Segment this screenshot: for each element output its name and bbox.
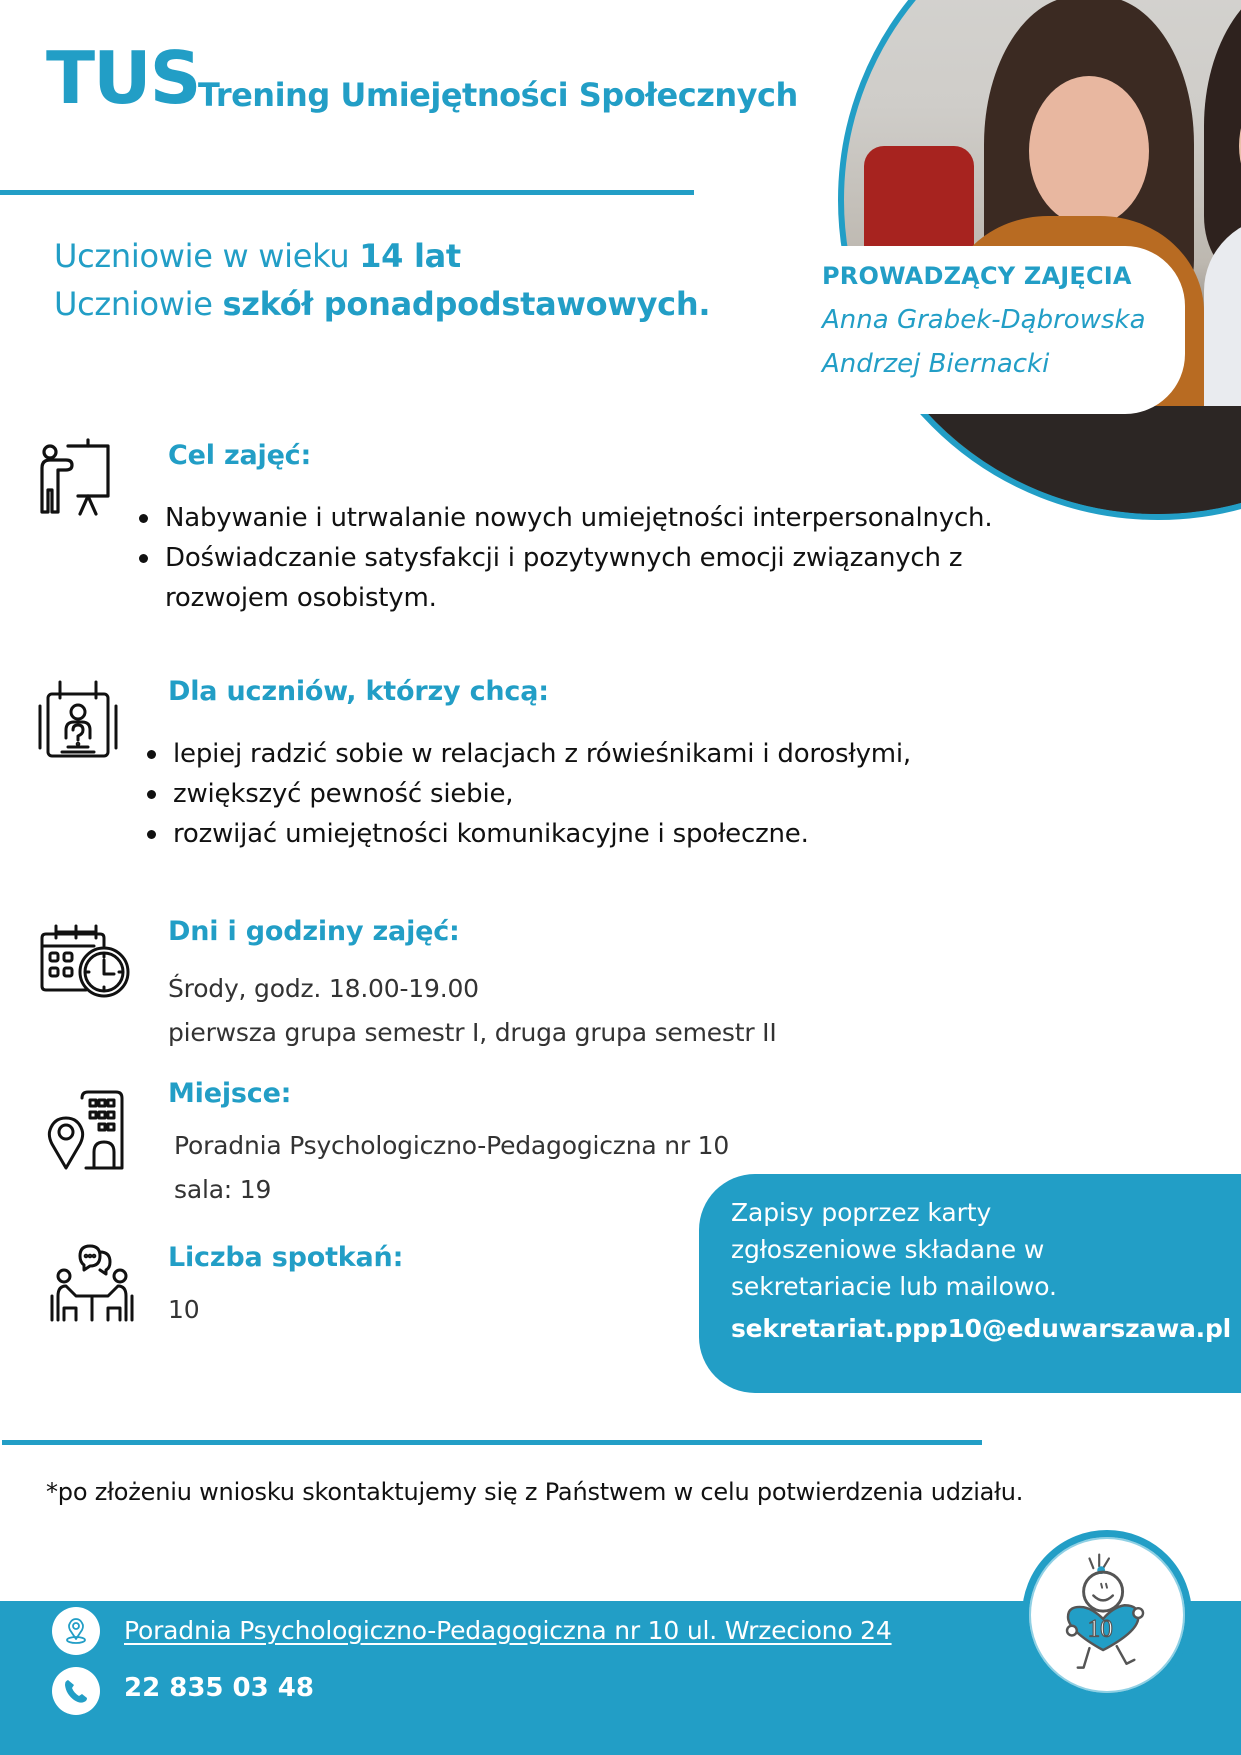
audience-info bbox=[54, 232, 710, 328]
place-name: Poradnia Psychologiczno-Pedagogiczna nr 10 bbox=[174, 1131, 730, 1160]
schedule-groups: pierwsza grupa semestr I, druga grupa semestr II bbox=[168, 1018, 777, 1047]
schedule-heading: Dni i godziny zajęć: bbox=[168, 916, 460, 947]
schedule-time: Środy, godz. 18.00-19.00 bbox=[168, 974, 479, 1003]
logo-number: 10 bbox=[1087, 1614, 1113, 1643]
divider-top bbox=[0, 190, 694, 195]
location-pin-icon bbox=[52, 1607, 100, 1655]
signup-email-link[interactable]: sekretariat.ppp10@eduwarszawa.pl bbox=[731, 1314, 1232, 1343]
list-item: zwiększyć pewność siebie, bbox=[143, 774, 1043, 814]
footer-address-link[interactable]: Poradnia Psychologiczno-Pedagogiczna nr 10 ul. Wrzeciono 24 bbox=[124, 1616, 892, 1645]
footnote: *po złożeniu wniosku skontaktujemy się z Państwem w celu potwierdzenia udziału. bbox=[46, 1478, 1024, 1506]
presentation-teacher-icon bbox=[36, 436, 120, 520]
signup-box bbox=[699, 1174, 1241, 1393]
ppp10-logo bbox=[1022, 1530, 1192, 1700]
for-whom-list bbox=[143, 734, 1043, 854]
place-heading: Miejsce: bbox=[168, 1078, 292, 1109]
page-title: Trening Umiejętności Społecznych bbox=[198, 76, 798, 114]
audience-school: Uczniowie szkół ponadpodstawowych. bbox=[54, 285, 711, 323]
title-acronym: TUS bbox=[46, 36, 200, 120]
for-whom-heading: Dla uczniów, którzy chcą: bbox=[168, 676, 549, 707]
meeting-table-chat-icon bbox=[50, 1240, 134, 1324]
divider-bottom bbox=[2, 1440, 982, 1445]
instructor-name: Andrzej Biernacki bbox=[822, 349, 1050, 379]
instructors-label: PROWADZĄCY ZAJĘCIA bbox=[822, 262, 1132, 290]
schedule-details bbox=[168, 967, 777, 1055]
calendar-clock-icon bbox=[38, 920, 132, 1004]
building-location-pin-icon bbox=[46, 1088, 130, 1172]
clipboard-person-question-icon bbox=[36, 676, 120, 760]
phone-icon bbox=[52, 1667, 100, 1715]
place-room: sala: 19 bbox=[174, 1175, 272, 1204]
goal-list bbox=[135, 498, 1065, 618]
place-details bbox=[174, 1124, 729, 1212]
list-item: lepiej radzić sobie w relacjach z rówieśnikami i dorosłymi, bbox=[143, 734, 1043, 774]
instructors-card bbox=[800, 246, 1185, 414]
list-item: rozwijać umiejętności komunikacyjne i społeczne. bbox=[143, 814, 1043, 854]
list-item: Doświadczanie satysfakcji i pozytywnych emocji związanych z rozwojem osobistym. bbox=[135, 538, 1065, 618]
meetings-count: 10 bbox=[168, 1295, 200, 1324]
signup-text: Zapisy poprzez karty zgłoszeniowe składane w sekretariacie lub mailowo. bbox=[731, 1198, 1057, 1301]
instructor-name: Anna Grabek-Dąbrowska bbox=[822, 305, 1146, 335]
meetings-heading: Liczba spotkań: bbox=[168, 1242, 404, 1273]
audience-age: Uczniowie w wieku 14 lat bbox=[54, 237, 461, 275]
goal-heading: Cel zajęć: bbox=[168, 440, 312, 471]
list-item: Nabywanie i utrwalanie nowych umiejętności interpersonalnych. bbox=[135, 498, 1065, 538]
footer-phone[interactable]: 22 835 03 48 bbox=[124, 1673, 314, 1703]
